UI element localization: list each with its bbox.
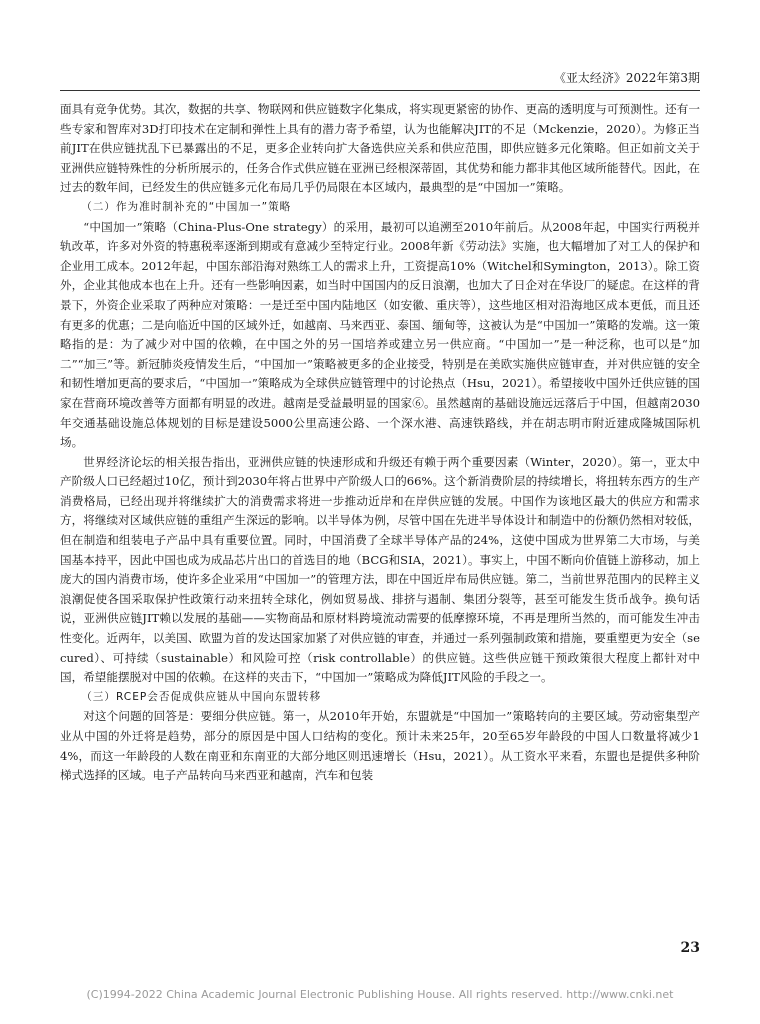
copyright-footer: (C)1994-2022 China Academic Journal Electronic Publishing House. All rights reserved. http://www.cnki.net bbox=[86, 988, 674, 1001]
paragraph-wef-report: 世界经济论坛的相关报告指出，亚洲供应链的快速形成和升级还有赖于两个重要因素（Winter，2020）。第一，亚太中产阶级人口已经超过10亿，预计到2030年将占世界中产阶级人口的66%。这个新消费阶层的持续增长，将扭转东西方的生产消费格局，已经出现并将继续扩大的消费需求将进一步推动近岸和在岸供应链的发展。中国作为该地区最大的供应方和需求方，将继续对区域供应链的重组产生深远的影响。以半导体为例，尽管中国在先进半导体设计和制造中的份额仍然相对较低，但在制造和组装电子产品中具有重要位置。同时，中国消费了全球半导体产品的24%，这使中国成为世界第二大市场，与美国基本持平，因此中国也成为成品芯片出口的首选目的地（BCG和SIA，2021）。事实上，中国不断向价值链上游移动，加上庞大的国内消费市场，使许多企业采用“中国加一”的管理方法，即在中国近岸布局供应链。第二，当前世界范围内的民粹主义浪潮促使各国采取保护性政策行动来扭转全球化，例如贸易战、排挤与遏制、集团分裂等，甚至可能发生货币战争。换句话说，亚洲供应链JIT赖以发展的基础——实物商品和原材料跨境流动需要的低摩擦环境，不再是理所当然的，而可能发生冲击性变化。近两年，以美国、欧盟为首的发达国家加紧了对供应链的审查，并通过一系列强制政策和措施，要重塑更为安全（secured）、可持续（sustainable）和风险可控（risk controllable）的供应链。这些供应链干预政策很大程度上都针对中国，希望能摆脱对中国的依赖。在这样的夹击下，“中国加一”策略成为降低JIT风险的手段之一。 bbox=[60, 454, 700, 685]
page-number: 23 bbox=[680, 940, 700, 956]
paragraph-rcep: 对这个问题的回答是：要细分供应链。第一，从2010年开始，东盟就是“中国加一”策略转向的主要区域。劳动密集型产业从中国的外迁将是趋势，部分的原因是中国人口结构的变化。预计未来25年，20至65岁年龄段的中国人口数量将减少14%，而这一年龄段的人数在南亚和东南亚的大部分地区则迅速增长（Hsu，2021）。从工资水平来看，东盟也是提供多种阶梯式选择的区域。电子产品转向马来西亚和越南，汽车和包装 bbox=[60, 709, 700, 783]
journal-header: 《亚太经济》2022年第3期 bbox=[553, 71, 700, 85]
article-body bbox=[60, 100, 700, 786]
paragraph-china-plus-one: “中国加一”策略（China-Plus-One strategy）的采用，最初可以追溯至2010年前后。从2008年起，中国实行两税并轨改革，许多对外资的特惠税率逐渐到期或有意减少至特定行业。2008年新《劳动法》实施，也大幅增加了对工人的保护和企业用工成本。2012年起，中国东部沿海对熟练工人的需求上升，工资提高10%（Witchel和Symington，2013）。除工资外，企业其他成本也在上升。还有一些影响因素，如当时中国国内的反日浪潮，也加大了日企对在华设厂的疑虑。在这样的背景下，外资企业采取了两种应对策略：一是迁至中国内陆地区（如安徽、重庆等），这些地区相对沿海地区成本更低，而且还有更多的优惠；二是向临近中国的区域外迁，如越南、马来西亚、泰国、缅甸等，这被认为是“中国加一”策略的发端。这一策略指的是：为了减少对中国的依赖，在中国之外的另一国培养或建立另一供应商。“中国加一”是一种泛称，也可以是“加二”“加三”等。新冠肺炎疫情发生后，“中国加一”策略被更多的企业接受，特别是在美欧实施供应链审查，并对供应链的安全和韧性增加更高的要求后，“中国加一”策略成为全球供应链管理中的讨论热点（Hsu，2021）。希望接收中国外迁供应链的国家在营商环境改善等方面都有明显的改进。越南是受益最明显的国家⑥。虽然越南的基础设施远远落后于中国，但越南2030年交通基础设施总体规划的目标是建设5000公里高速公路、一个深水港、高速铁路线，并在胡志明市附近建成隆城国际机场。 bbox=[60, 219, 700, 450]
header-rule bbox=[60, 90, 700, 91]
paragraph-continuation: 面具有竞争优势。其次，数据的共享、物联网和供应链数字化集成，将实现更紧密的协作、更高的透明度与可预测性。还有一些专家和智库对3D打印技术在定制和弹性上具有的潜力寄予希望，认为也能解决JIT的不足（Mckenzie，2020）。为修正当前JIT在供应链扰乱下已暴露出的不足，更多企业转向扩大备选供应关系和供应范围，即供应链多元化策略。但正如前文关于亚洲供应链特殊性的分析所展示的，任务合作式供应链在亚洲已经根深蒂固，其优势和能力都非其他区域所能替代。因此，在过去的数年间，已经发生的供应链多元化布局几乎仍局限在本区域内，最典型的是“中国加一”策略。 bbox=[60, 102, 700, 195]
section-heading-2: （二）作为准时制补充的“中国加一”策略 bbox=[81, 200, 292, 213]
section-heading-3: （三）RCEP会否促成供应链从中国向东盟转移 bbox=[81, 690, 322, 703]
